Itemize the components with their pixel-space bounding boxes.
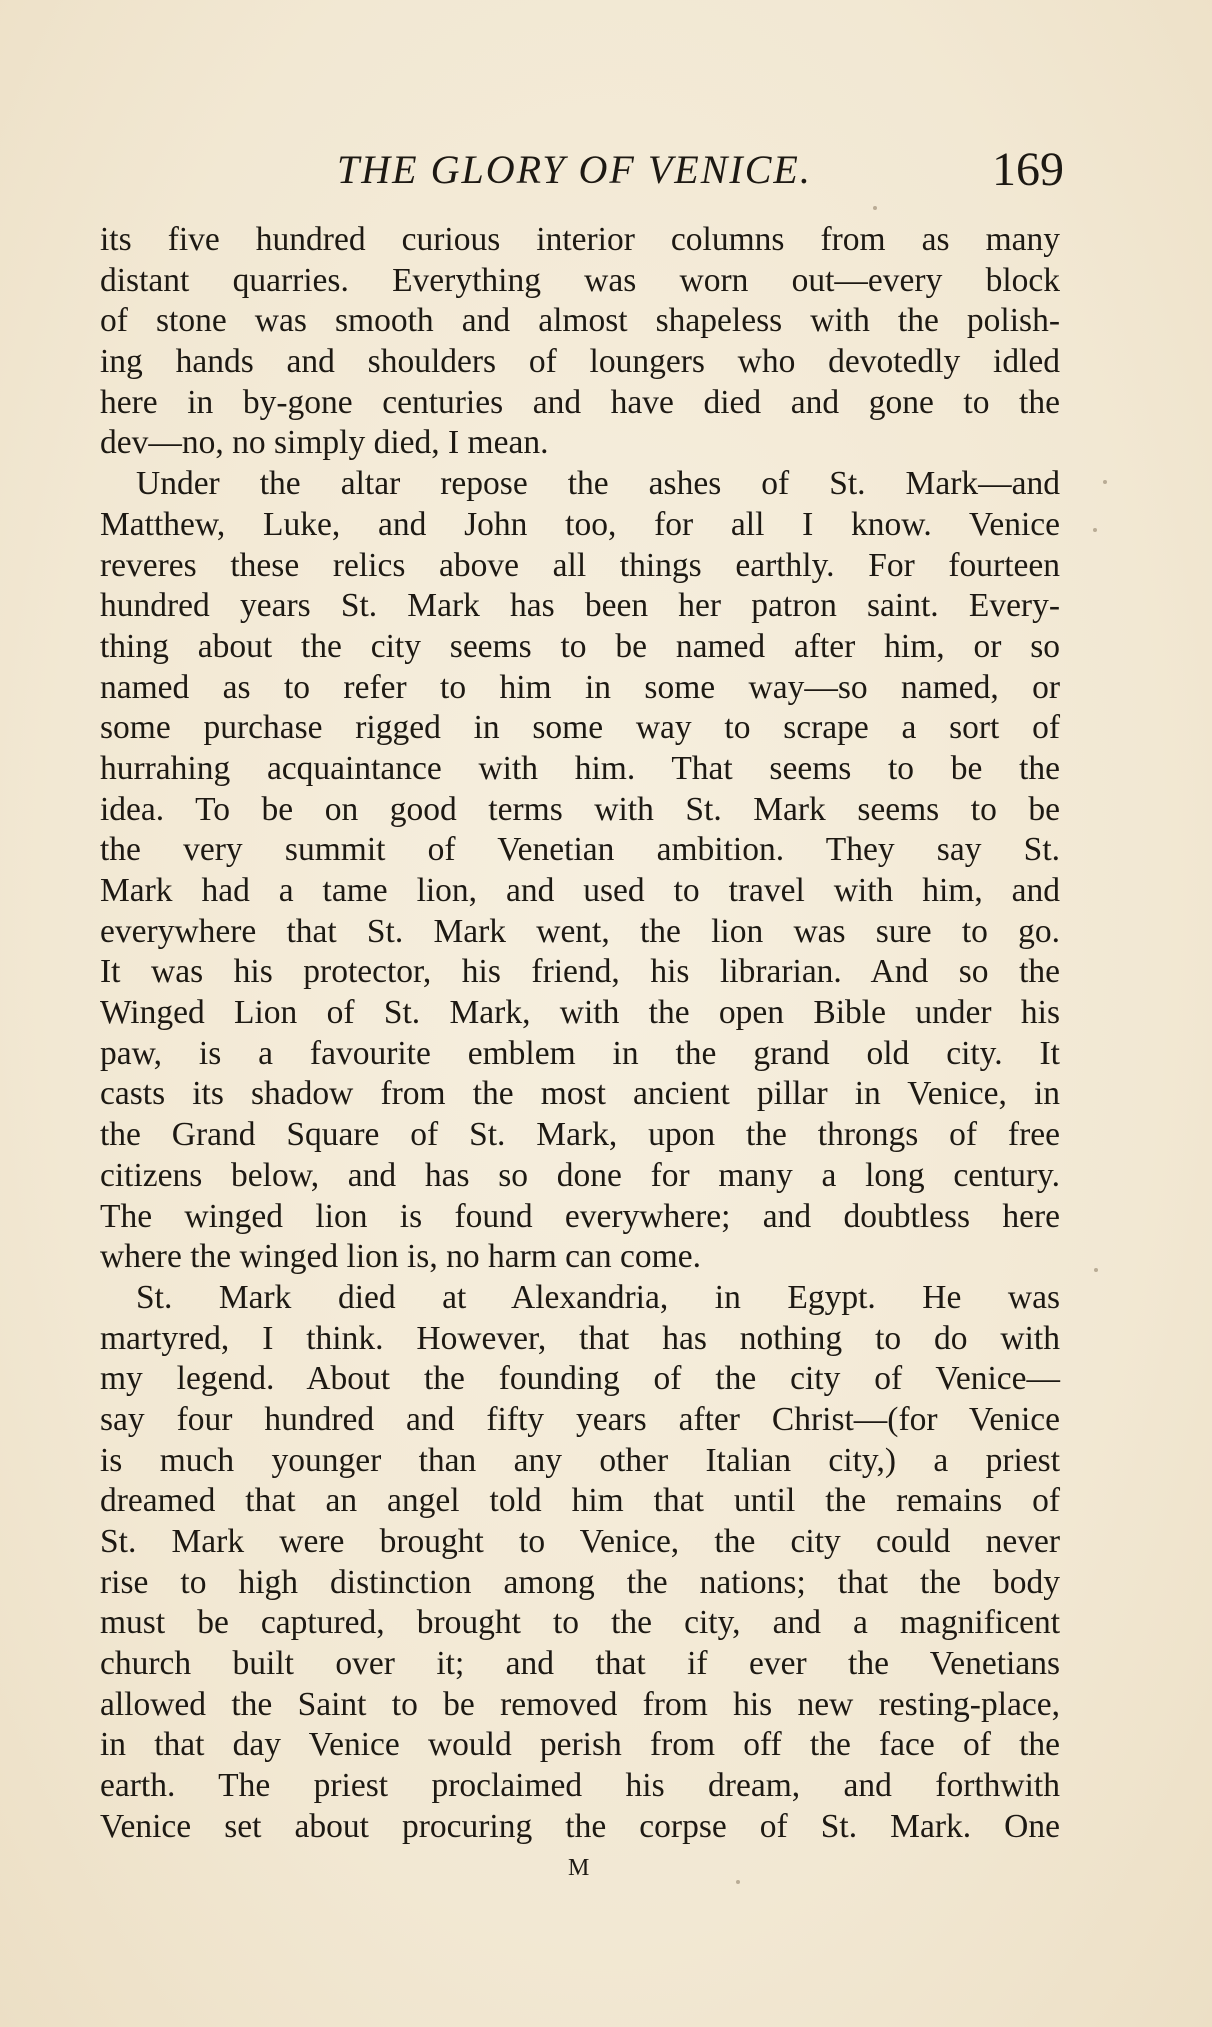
- text-line: earth. The priest proclaimed his dream, and forthwith: [100, 1767, 1060, 1805]
- text-line: allowed the Saint to be removed from his new resting-place,: [100, 1685, 1060, 1723]
- paper-speck: [1094, 1268, 1098, 1272]
- signature-mark: M: [568, 1855, 591, 1881]
- text-line: some purchase rigged in some way to scrape a sort of: [100, 709, 1060, 747]
- text-line: martyred, I think. However, that has nothing to do with: [100, 1319, 1060, 1357]
- text-line: Venice set about procuring the corpse of St. Mark. One: [100, 1807, 1060, 1845]
- page-number: 169: [992, 143, 1064, 196]
- text-line: here in by-gone centuries and have died and gone to the: [100, 383, 1060, 421]
- text-line: hundred years St. Mark has been her patron saint. Every-: [100, 587, 1060, 625]
- text-line: Matthew, Luke, and John too, for all I know. Venice: [100, 505, 1060, 543]
- text-line: dreamed that an angel told him that until the remains of: [100, 1482, 1060, 1520]
- text-line: church built over it; and that if ever the Venetians: [100, 1645, 1060, 1683]
- text-line: casts its shadow from the most ancient pillar in Venice, in: [100, 1075, 1060, 1113]
- paper-speck: [736, 1880, 740, 1884]
- text-line: must be captured, brought to the city, and a magnificent: [100, 1604, 1060, 1642]
- text-line: The winged lion is found everywhere; and doubtless here: [100, 1197, 1060, 1235]
- text-line: its five hundred curious interior columns from as many: [100, 221, 1060, 258]
- text-line: distant quarries. Everything was worn out—every block: [100, 261, 1060, 299]
- text-line: dev—no, no simply died, I mean.: [100, 424, 549, 462]
- text-line: reveres these relics above all things earthly. For fourteen: [100, 546, 1060, 584]
- text-line: thing about the city seems to be named after him, or so: [100, 627, 1060, 665]
- text-line: St. Mark were brought to Venice, the city could never: [100, 1523, 1060, 1560]
- paper-speck: [1093, 528, 1097, 532]
- text-line: the Grand Square of St. Mark, upon the throngs of free: [100, 1116, 1060, 1154]
- paper-speck: [1103, 480, 1107, 484]
- text-line: is much younger than any other Italian city,) a priest: [100, 1441, 1060, 1479]
- text-line: where the winged lion is, no harm can come.: [100, 1238, 701, 1276]
- text-line: everywhere that St. Mark went, the lion was sure to go.: [100, 912, 1060, 950]
- text-line: rise to high distinction among the nations; that the body: [100, 1563, 1060, 1601]
- text-line: It was his protector, his friend, his librarian. And so the: [100, 953, 1060, 991]
- text-line: say four hundred and fifty years after Christ—(for Venice: [100, 1400, 1060, 1438]
- text-line: Winged Lion of St. Mark, with the open Bible under his: [100, 994, 1060, 1032]
- text-line: ing hands and shoulders of loungers who devotedly idled: [100, 343, 1060, 381]
- text-line: idea. To be on good terms with St. Mark seems to be: [100, 790, 1060, 828]
- running-title: THE GLORY OF VENICE.: [337, 147, 812, 192]
- text-line: paw, is a favourite emblem in the grand old city. It: [100, 1034, 1060, 1072]
- text-line: of stone was smooth and almost shapeless with the polish-: [100, 302, 1060, 340]
- text-line: the very summit of Venetian ambition. They say St.: [100, 831, 1060, 869]
- paragraph-start: St. Mark died at Alexandria, in Egypt. He was: [136, 1278, 1060, 1316]
- text-line: my legend. About the founding of the city of Venice—: [100, 1360, 1060, 1398]
- text-line: Mark had a tame lion, and used to travel with him, and: [100, 872, 1060, 909]
- body-text: [100, 220, 1060, 1848]
- paper-speck: [873, 206, 877, 210]
- text-line: named as to refer to him in some way—so named, or: [100, 668, 1060, 706]
- text-line: hurrahing acquaintance with him. That seems to be the: [100, 749, 1060, 787]
- paragraph-start: Under the altar repose the ashes of St. Mark—and: [136, 465, 1060, 503]
- running-head: [100, 138, 1100, 198]
- text-line: in that day Venice would perish from off the face of the: [100, 1726, 1060, 1764]
- text-line: citizens below, and has so done for many a long century.: [100, 1156, 1060, 1194]
